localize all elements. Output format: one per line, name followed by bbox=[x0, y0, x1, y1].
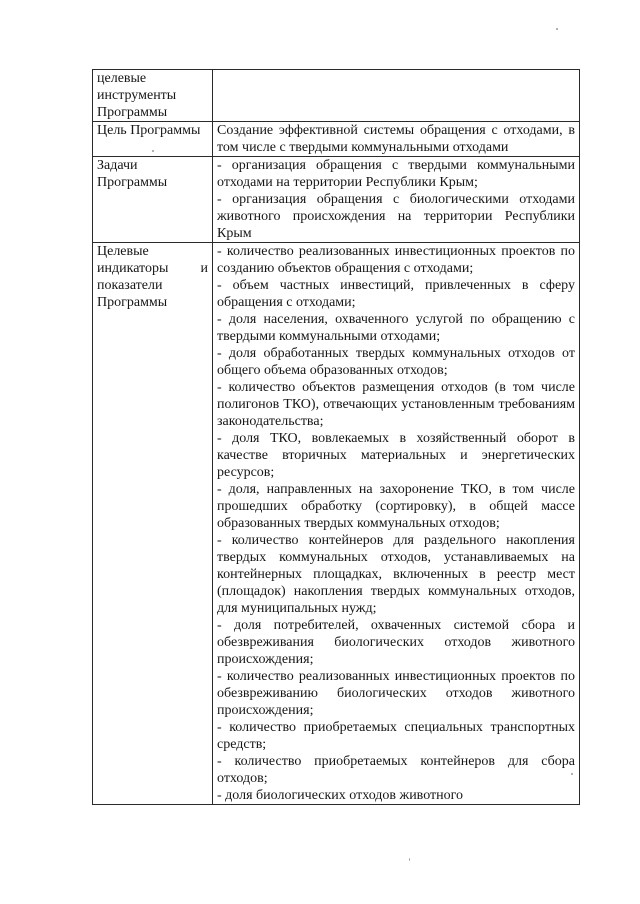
row-content bbox=[213, 157, 580, 243]
scan-speck bbox=[409, 858, 410, 861]
list-item: - доля, направленных на захоронение ТКО, в том числе прошедших обработку (сортировку), в общей массе образованных твердых коммунальных отходов; bbox=[217, 482, 575, 531]
row-label: Задачи Программы bbox=[93, 157, 213, 243]
row-label: Цель Программы bbox=[93, 122, 213, 157]
list-item: - организация обращения с биологическими отходами животного происхождения на территории Республики Крым bbox=[217, 192, 575, 241]
list-item: - организация обращения с твердыми коммунальными отходами на территории Республики Крым; bbox=[217, 158, 575, 190]
list-item: - количество приобретаемых контейнеров для сбора отходов; bbox=[217, 754, 575, 786]
list-item: - количество реализованных инвестиционных проектов по созданию объектов обращения с отходами; bbox=[217, 244, 575, 276]
list-item: - количество объектов размещения отходов (в том числе полигонов ТКО), отвечающих установленным требованиям законодательства; bbox=[217, 380, 575, 429]
list-item: - доля обработанных твердых коммунальных отходов от общего объема образованных отходов; bbox=[217, 346, 575, 378]
row-content-empty bbox=[213, 70, 580, 122]
table-row-target-tools bbox=[93, 70, 580, 122]
row-content bbox=[213, 122, 580, 157]
table-row-goal bbox=[93, 122, 580, 157]
list-item: - количество приобретаемых специальных транспортных средств; bbox=[217, 720, 575, 752]
row-label: целевые инструменты Программы bbox=[93, 70, 213, 122]
list-item: - объем частных инвестиций, привлеченных в сферу обращения с отходами; bbox=[217, 278, 575, 310]
list-item: - доля биологических отходов животного bbox=[217, 788, 464, 803]
goal-text: Создание эффективной системы обращения с отходами, в том числе с твердыми коммунальными отходами bbox=[217, 123, 575, 155]
list-item: - доля ТКО, вовлекаемых в хозяйственный оборот в качестве вторичных материальных и энергетических ресурсов; bbox=[217, 431, 575, 480]
list-item: - количество контейнеров для раздельного накопления твердых коммунальных отходов, устанавливаемых на контейнерных площадках, включенных в реестр мест (площадок) накопления твердых коммунальных отходов, для муниципальных нужд; bbox=[217, 533, 575, 616]
scan-speck bbox=[152, 150, 154, 152]
table-row-tasks bbox=[93, 157, 580, 243]
table-row-indicators bbox=[93, 243, 580, 805]
list-item: - доля населения, охваченного услугой по обращению с твердыми коммунальными отходами; bbox=[217, 312, 575, 344]
program-passport-table bbox=[92, 69, 580, 805]
list-item: - количество реализованных инвестиционных проектов по обезвреживанию биологических отходов животного происхождения; bbox=[217, 669, 575, 718]
scan-speck bbox=[571, 773, 573, 775]
row-label: Целевые индикаторы и показатели Программы bbox=[93, 243, 213, 805]
list-item: - доля потребителей, охваченных системой сбора и обезвреживания биологических отходов животного происхождения; bbox=[217, 618, 575, 667]
scan-speck bbox=[556, 28, 558, 30]
row-content bbox=[213, 243, 580, 805]
